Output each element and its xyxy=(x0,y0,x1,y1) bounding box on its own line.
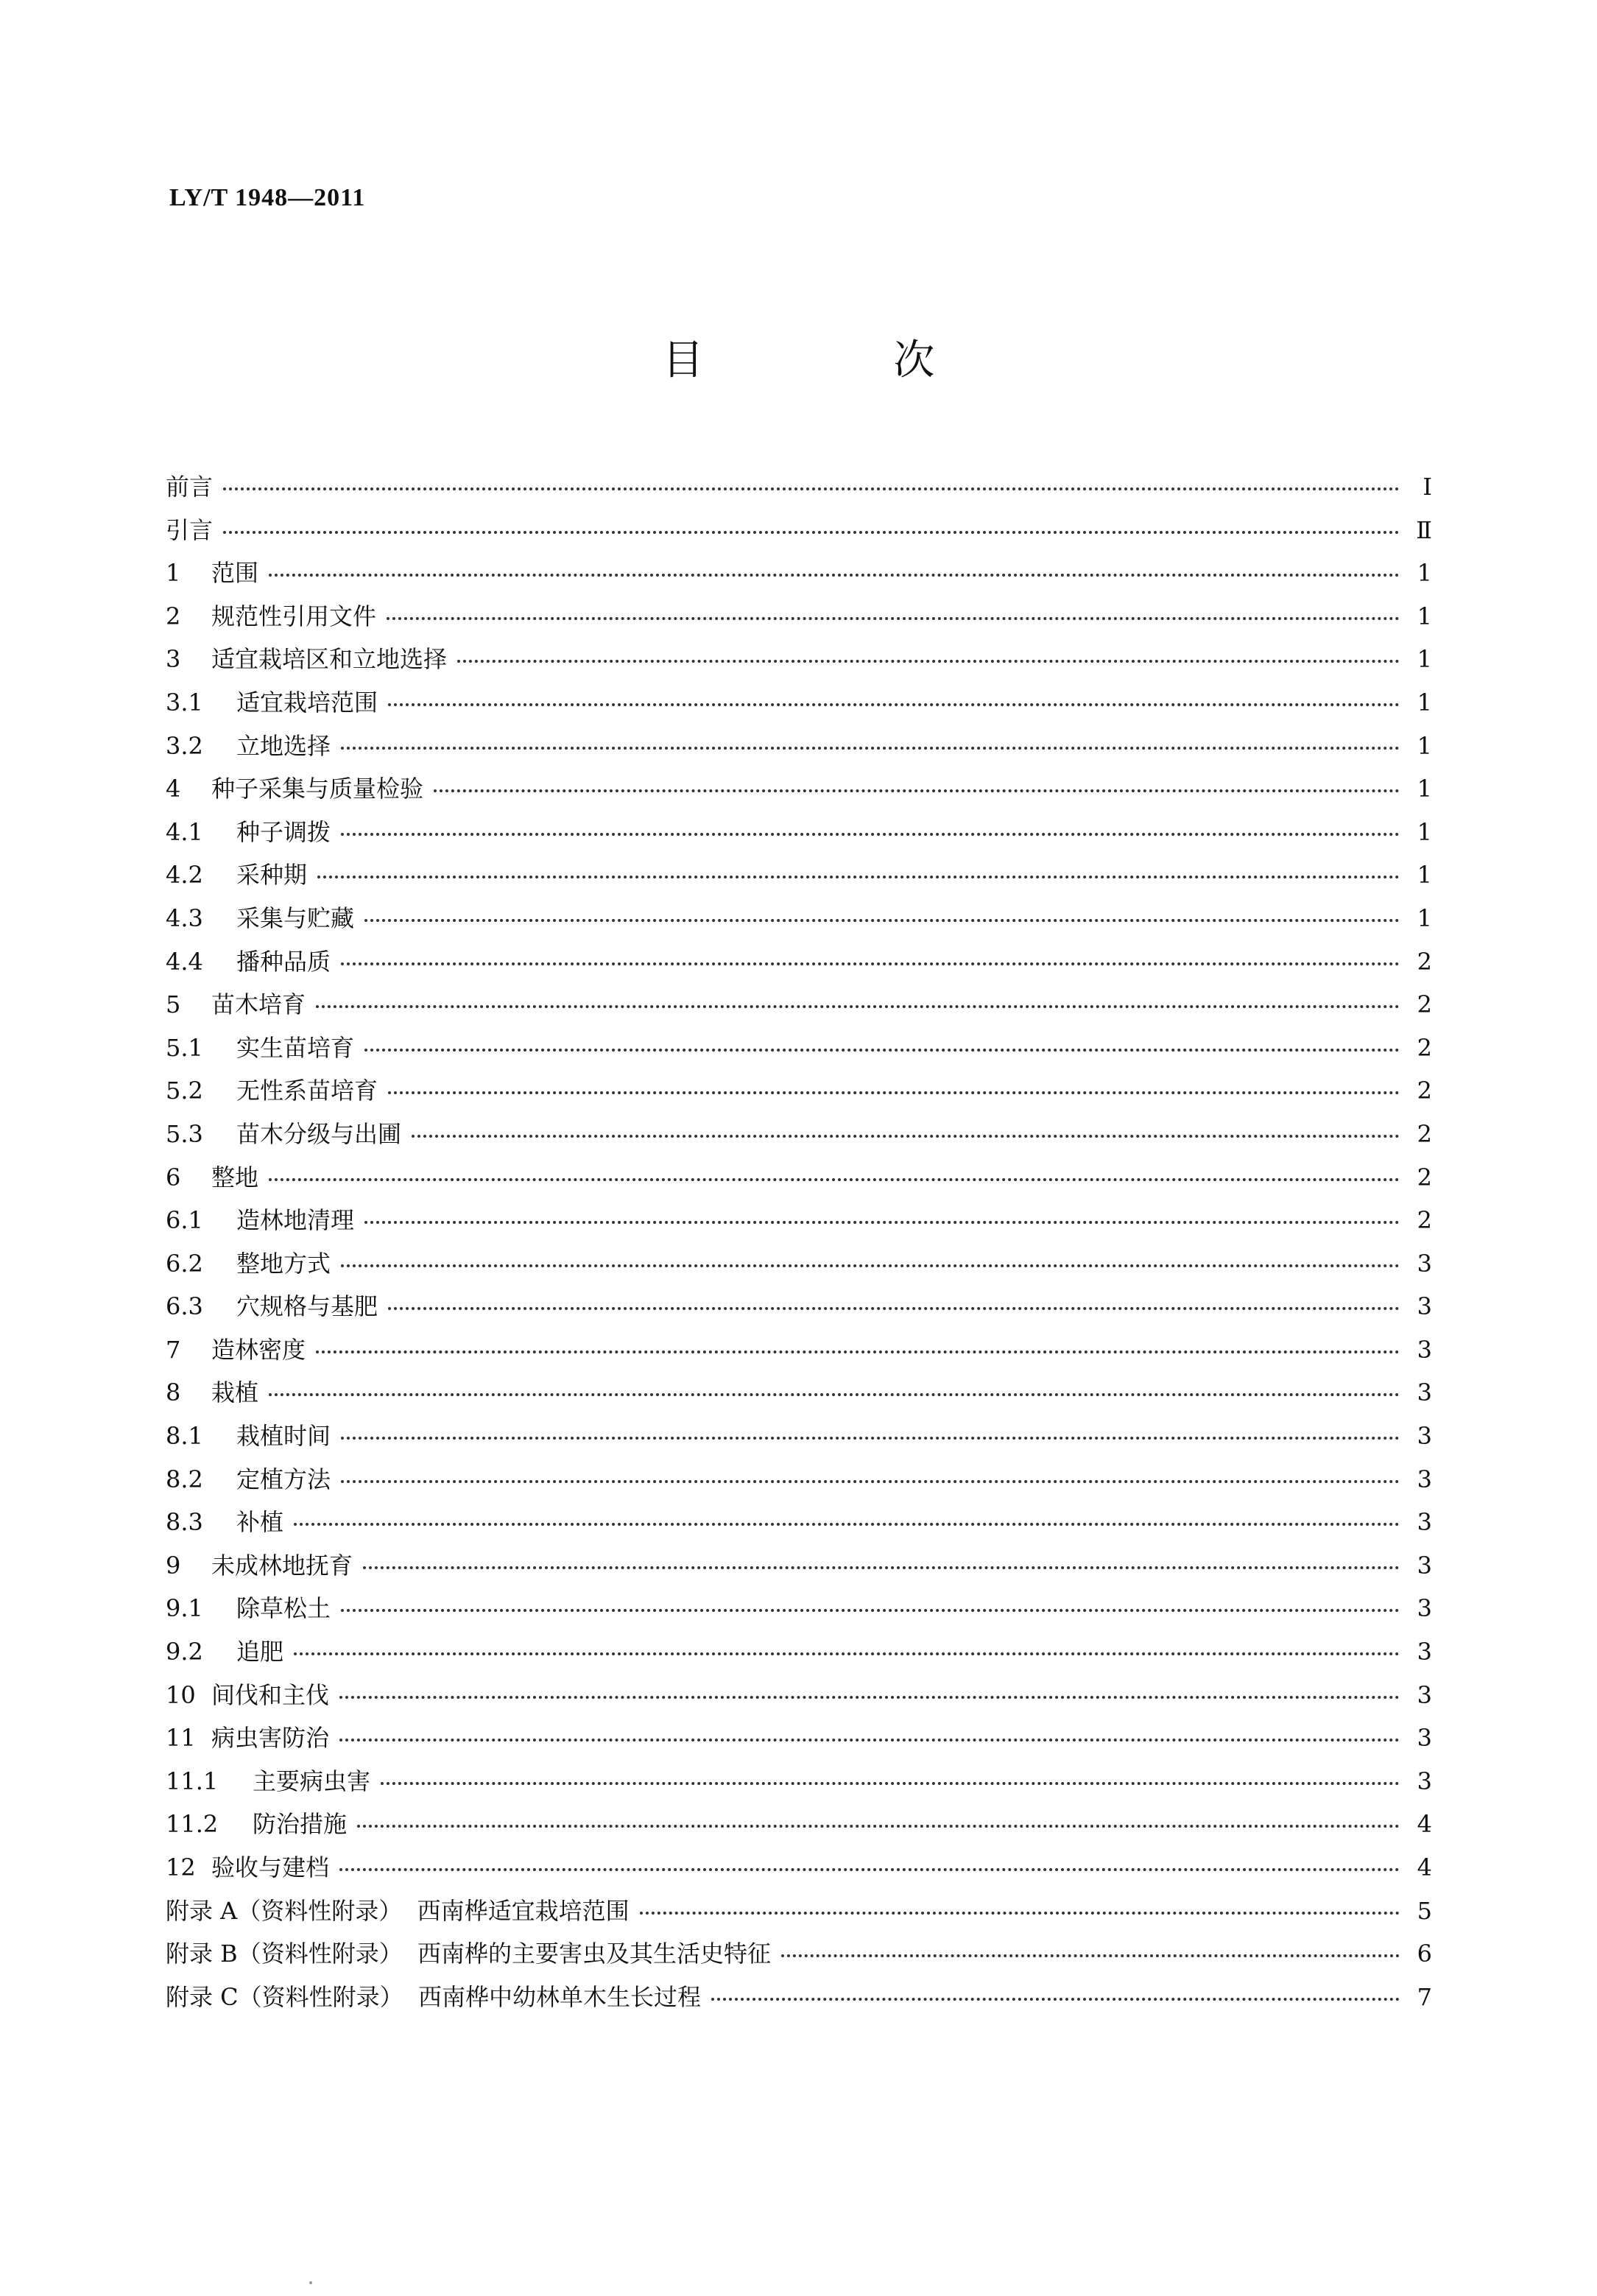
toc-leader-dots xyxy=(341,832,1400,836)
toc-leader-dots xyxy=(294,1522,1400,1526)
toc-leader-dots xyxy=(711,1997,1400,2001)
toc-entry-title: 实生苗培育 xyxy=(236,1033,355,1062)
toc-entry[interactable] xyxy=(166,595,1432,638)
toc-entry-page: 4 xyxy=(1417,1810,1432,1839)
toc-entry[interactable] xyxy=(166,1199,1432,1242)
toc-entry[interactable] xyxy=(166,983,1432,1026)
toc-entry-number: 4.1 xyxy=(166,817,203,846)
toc-entry-number: 6.1 xyxy=(166,1206,203,1235)
toc-entry-number: 3 xyxy=(166,645,181,674)
toc-entry-page: 1 xyxy=(1417,904,1432,932)
toc-leader-dots xyxy=(388,702,1400,706)
toc-entry[interactable] xyxy=(166,1113,1432,1156)
toc-entry-page: 1 xyxy=(1417,602,1432,630)
toc-entry-page: 5 xyxy=(1417,1896,1432,1925)
toc-leader-dots xyxy=(339,1867,1400,1871)
toc-entry-page: 3 xyxy=(1417,1551,1432,1580)
toc-entry-label-group xyxy=(166,853,307,897)
toc-entry-label-group xyxy=(166,1890,630,1933)
toc-entry-number: 4.3 xyxy=(166,904,203,932)
toc-entry-label-group xyxy=(166,767,423,811)
toc-entry-title: 附录 A（资料性附录） 西南桦适宜栽培范围 xyxy=(166,1896,630,1925)
toc-entry[interactable] xyxy=(166,638,1432,681)
toc-entry-number: 11 xyxy=(166,1724,196,1753)
toc-entry-label-group xyxy=(166,1415,331,1458)
toc-leader-dots xyxy=(341,1608,1400,1612)
toc-entry[interactable] xyxy=(166,1544,1432,1588)
toc-entry-page: 3 xyxy=(1417,1508,1432,1537)
toc-entry-title: 验收与建档 xyxy=(211,1853,330,1881)
toc-leader-dots xyxy=(316,1004,1400,1008)
toc-leader-dots xyxy=(294,1652,1400,1655)
toc-entry-page: 7 xyxy=(1417,1982,1432,2011)
toc-entry-number: 4.2 xyxy=(166,861,203,890)
toc-entry-page: 2 xyxy=(1417,990,1432,1019)
toc-entry-title: 栽植时间 xyxy=(236,1422,331,1451)
toc-title: 目 次 xyxy=(662,337,1023,384)
toc-entry-number: 5 xyxy=(166,990,181,1019)
toc-entry[interactable] xyxy=(166,1846,1432,1890)
toc-leader-dots xyxy=(387,616,1400,620)
toc-leader-dots xyxy=(269,1392,1400,1396)
toc-entry-label-group xyxy=(166,1630,283,1674)
toc-leader-dots xyxy=(269,1177,1400,1181)
toc-entry-number: 3.1 xyxy=(166,688,203,716)
toc-entry-number: 5.3 xyxy=(166,1119,203,1148)
toc-entry-number: 6 xyxy=(166,1163,181,1191)
toc-entry[interactable] xyxy=(166,1328,1432,1372)
toc-entry[interactable] xyxy=(166,1458,1432,1501)
toc-entry-label-group xyxy=(166,725,331,768)
toc-entry-label-group xyxy=(166,1113,401,1156)
toc-leader-dots xyxy=(364,1048,1400,1052)
toc-entry[interactable] xyxy=(166,1716,1432,1760)
toc-leader-dots xyxy=(381,1781,1400,1785)
toc-entry-page: Ⅰ xyxy=(1423,473,1432,501)
toc-entry-page: 6 xyxy=(1417,1940,1432,1968)
toc-entry-title: 种子调拨 xyxy=(236,817,331,846)
toc-entry-label-group xyxy=(166,1846,329,1890)
toc-leader-dots xyxy=(341,1436,1400,1440)
toc-entry-number: 4.4 xyxy=(166,947,203,976)
toc-entry-page: 1 xyxy=(1417,645,1432,674)
toc-leader-dots xyxy=(388,1306,1400,1310)
toc-entry[interactable] xyxy=(166,1069,1432,1113)
toc-entry-title: 苗木分级与出圃 xyxy=(236,1119,402,1148)
toc-list xyxy=(166,465,1432,2018)
toc-entry-number: 4 xyxy=(166,775,181,803)
toc-entry[interactable] xyxy=(166,725,1432,768)
toc-entry-page: 3 xyxy=(1417,1465,1432,1493)
toc-entry-page: 3 xyxy=(1417,1594,1432,1623)
toc-entry[interactable] xyxy=(166,1890,1432,1933)
toc-leader-dots xyxy=(316,1350,1400,1353)
toc-entry-number: 6.2 xyxy=(166,1249,203,1278)
toc-leader-dots xyxy=(269,573,1400,577)
toc-entry-number: 5.1 xyxy=(166,1033,203,1062)
toc-entry-number: 8 xyxy=(166,1378,181,1407)
toc-entry-title: 穴规格与基肥 xyxy=(236,1292,378,1321)
toc-entry[interactable] xyxy=(166,552,1432,595)
toc-entry[interactable] xyxy=(166,853,1432,897)
toc-entry-title: 造林地清理 xyxy=(236,1206,355,1235)
toc-entry-label-group xyxy=(166,1026,354,1070)
toc-entry-label-group xyxy=(166,1458,331,1501)
toc-entry-label-group xyxy=(166,897,354,940)
toc-entry-label-group xyxy=(166,1371,258,1415)
toc-leader-dots xyxy=(457,659,1400,663)
toc-entry-label-group xyxy=(166,1285,378,1328)
toc-entry-label-group xyxy=(166,1544,353,1588)
toc-entry[interactable] xyxy=(166,681,1432,725)
toc-entry-page: 1 xyxy=(1417,688,1432,716)
toc-entry-title: 适宜栽培区和立地选择 xyxy=(211,645,448,674)
toc-leader-dots xyxy=(640,1911,1400,1915)
toc-entry[interactable] xyxy=(166,1630,1432,1674)
toc-entry-page: 1 xyxy=(1417,559,1432,588)
toc-entry-title: 造林密度 xyxy=(211,1335,306,1364)
toc-entry-title: 补植 xyxy=(236,1508,284,1537)
toc-entry-number: 9.1 xyxy=(166,1594,203,1623)
toc-entry[interactable] xyxy=(166,1803,1432,1846)
toc-entry-title: 栽植 xyxy=(211,1378,259,1407)
toc-entry-label-group xyxy=(166,1199,354,1242)
toc-entry-title: 苗木培育 xyxy=(211,990,306,1019)
toc-entry[interactable] xyxy=(166,1156,1432,1200)
toc-entry-label-group xyxy=(166,1803,347,1846)
toc-entry-number: 1 xyxy=(166,559,181,588)
toc-entry-label-group xyxy=(166,940,331,984)
toc-entry-page: 2 xyxy=(1417,1033,1432,1062)
toc-entry-page: 3 xyxy=(1417,1724,1432,1753)
toc-entry-number: 11.2 xyxy=(166,1810,219,1839)
toc-entry-page: Ⅱ xyxy=(1416,515,1432,544)
toc-entry-title: 立地选择 xyxy=(236,731,331,760)
toc-entry-title: 采集与贮藏 xyxy=(236,904,355,932)
toc-entry[interactable] xyxy=(166,811,1432,854)
toc-entry[interactable] xyxy=(166,897,1432,940)
toc-entry-label-group xyxy=(166,509,213,552)
toc-entry-label-group xyxy=(166,1069,378,1113)
toc-entry-number: 10 xyxy=(166,1680,196,1709)
toc-entry-label-group xyxy=(166,1932,771,1976)
toc-entry-label-group xyxy=(166,811,331,854)
toc-leader-dots xyxy=(341,962,1400,965)
toc-entry-label-group xyxy=(166,681,378,725)
toc-entry-title: 规范性引用文件 xyxy=(211,602,377,630)
toc-leader-dots xyxy=(781,1954,1400,1957)
toc-entry-page: 1 xyxy=(1417,817,1432,846)
toc-entry[interactable] xyxy=(166,1501,1432,1544)
toc-entry-page: 3 xyxy=(1417,1767,1432,1795)
toc-entry-label-group xyxy=(166,1760,370,1803)
toc-entry-title: 播种品质 xyxy=(236,947,331,976)
toc-entry-label-group xyxy=(166,1976,701,2019)
toc-entry-page: 2 xyxy=(1417,1077,1432,1105)
toc-entry-title: 前言 xyxy=(166,473,214,501)
toc-leader-dots xyxy=(341,746,1400,750)
toc-entry-page: 3 xyxy=(1417,1378,1432,1407)
toc-entry-title: 定植方法 xyxy=(236,1465,331,1493)
toc-leader-dots xyxy=(317,875,1400,878)
document-code: LY/T 1948—2011 xyxy=(169,184,366,211)
toc-entry-title: 无性系苗培育 xyxy=(236,1077,378,1105)
toc-entry-title: 病虫害防治 xyxy=(211,1724,330,1753)
toc-entry-number: 11.1 xyxy=(166,1767,219,1795)
toc-entry-label-group xyxy=(166,552,258,595)
toc-entry[interactable] xyxy=(166,1587,1432,1630)
toc-leader-dots xyxy=(339,1695,1400,1699)
toc-entry-number: 7 xyxy=(166,1335,181,1364)
toc-entry-page: 3 xyxy=(1417,1335,1432,1364)
toc-entry[interactable] xyxy=(166,767,1432,811)
toc-entry-page: 3 xyxy=(1417,1680,1432,1709)
toc-entry-number: 6.3 xyxy=(166,1292,203,1321)
toc-entry-title: 范围 xyxy=(211,559,259,588)
toc-entry-page: 3 xyxy=(1417,1638,1432,1666)
toc-entry[interactable] xyxy=(166,1026,1432,1070)
toc-entry-title: 未成林地抚育 xyxy=(211,1551,353,1580)
toc-entry-label-group xyxy=(166,1587,331,1630)
toc-leader-dots xyxy=(223,487,1400,490)
toc-entry-label-group xyxy=(166,465,213,509)
toc-entry-number: 9 xyxy=(166,1551,181,1580)
toc-entry-number: 3.2 xyxy=(166,731,203,760)
toc-entry-title: 引言 xyxy=(166,515,214,544)
toc-leader-dots xyxy=(339,1738,1400,1742)
toc-entry-title: 附录 C（资料性附录） 西南桦中幼林单木生长过程 xyxy=(166,1982,702,2011)
toc-leader-dots xyxy=(388,1091,1400,1094)
toc-entry[interactable] xyxy=(166,465,1432,509)
toc-entry-number: 8.3 xyxy=(166,1508,203,1537)
toc-entry-page: 3 xyxy=(1417,1422,1432,1451)
toc-leader-dots xyxy=(412,1134,1400,1138)
toc-entry-label-group xyxy=(166,1716,329,1760)
toc-entry-label-group xyxy=(166,1156,258,1200)
toc-entry-number: 5.2 xyxy=(166,1077,203,1105)
toc-entry-label-group xyxy=(166,595,376,638)
toc-leader-dots xyxy=(341,1264,1400,1267)
toc-entry-title: 防治措施 xyxy=(253,1810,348,1839)
toc-entry-label-group xyxy=(166,638,447,681)
toc-entry[interactable] xyxy=(166,1674,1432,1717)
toc-entry[interactable] xyxy=(166,1760,1432,1803)
toc-entry[interactable] xyxy=(166,509,1432,552)
toc-entry-title: 附录 B（资料性附录） 西南桦的主要害虫及其生活史特征 xyxy=(166,1940,772,1968)
toc-leader-dots xyxy=(364,1220,1400,1224)
toc-leader-dots xyxy=(341,1479,1400,1483)
toc-entry-number: 12 xyxy=(166,1853,196,1881)
toc-leader-dots xyxy=(223,530,1400,534)
toc-entry-number: 9.2 xyxy=(166,1638,203,1666)
toc-entry-number: 8.2 xyxy=(166,1465,203,1493)
toc-entry-label-group xyxy=(166,1674,329,1717)
toc-entry-title: 整地方式 xyxy=(236,1249,331,1278)
toc-entry[interactable] xyxy=(166,1415,1432,1458)
toc-entry-label-group xyxy=(166,1242,331,1286)
toc-entry-number: 2 xyxy=(166,602,181,630)
toc-entry-label-group xyxy=(166,1328,306,1372)
toc-entry-page: 3 xyxy=(1417,1249,1432,1278)
toc-entry[interactable] xyxy=(166,1371,1432,1415)
toc-entry-title: 除草松土 xyxy=(236,1594,331,1623)
toc-leader-dots xyxy=(364,918,1400,922)
toc-entry-page: 2 xyxy=(1417,1163,1432,1191)
toc-entry-title: 主要病虫害 xyxy=(253,1767,371,1795)
toc-entry-title: 适宜栽培范围 xyxy=(236,688,378,716)
scan-speck xyxy=(309,2281,312,2284)
toc-entry-title: 追肥 xyxy=(236,1638,284,1666)
toc-entry[interactable] xyxy=(166,1976,1432,2019)
toc-entry-page: 2 xyxy=(1417,947,1432,976)
toc-entry-label-group xyxy=(166,1501,283,1544)
toc-entry[interactable] xyxy=(166,940,1432,984)
toc-entry-page: 1 xyxy=(1417,861,1432,890)
toc-entry-label-group xyxy=(166,983,306,1026)
toc-entry-page: 2 xyxy=(1417,1119,1432,1148)
toc-entry-title: 整地 xyxy=(211,1163,259,1191)
toc-leader-dots xyxy=(357,1824,1400,1828)
toc-leader-dots xyxy=(363,1566,1400,1569)
toc-entry-number: 8.1 xyxy=(166,1422,203,1451)
toc-entry[interactable] xyxy=(166,1285,1432,1328)
toc-entry-title: 种子采集与质量检验 xyxy=(211,775,424,803)
toc-entry-page: 3 xyxy=(1417,1292,1432,1321)
toc-entry-page: 2 xyxy=(1417,1206,1432,1235)
toc-entry-page: 1 xyxy=(1417,731,1432,760)
toc-entry-page: 1 xyxy=(1417,775,1432,803)
toc-entry[interactable] xyxy=(166,1932,1432,1976)
toc-entry-title: 间伐和主伐 xyxy=(211,1680,330,1709)
toc-entry-page: 4 xyxy=(1417,1853,1432,1881)
toc-entry-title: 采种期 xyxy=(236,861,308,890)
toc-leader-dots xyxy=(434,789,1400,792)
toc-entry[interactable] xyxy=(166,1242,1432,1286)
